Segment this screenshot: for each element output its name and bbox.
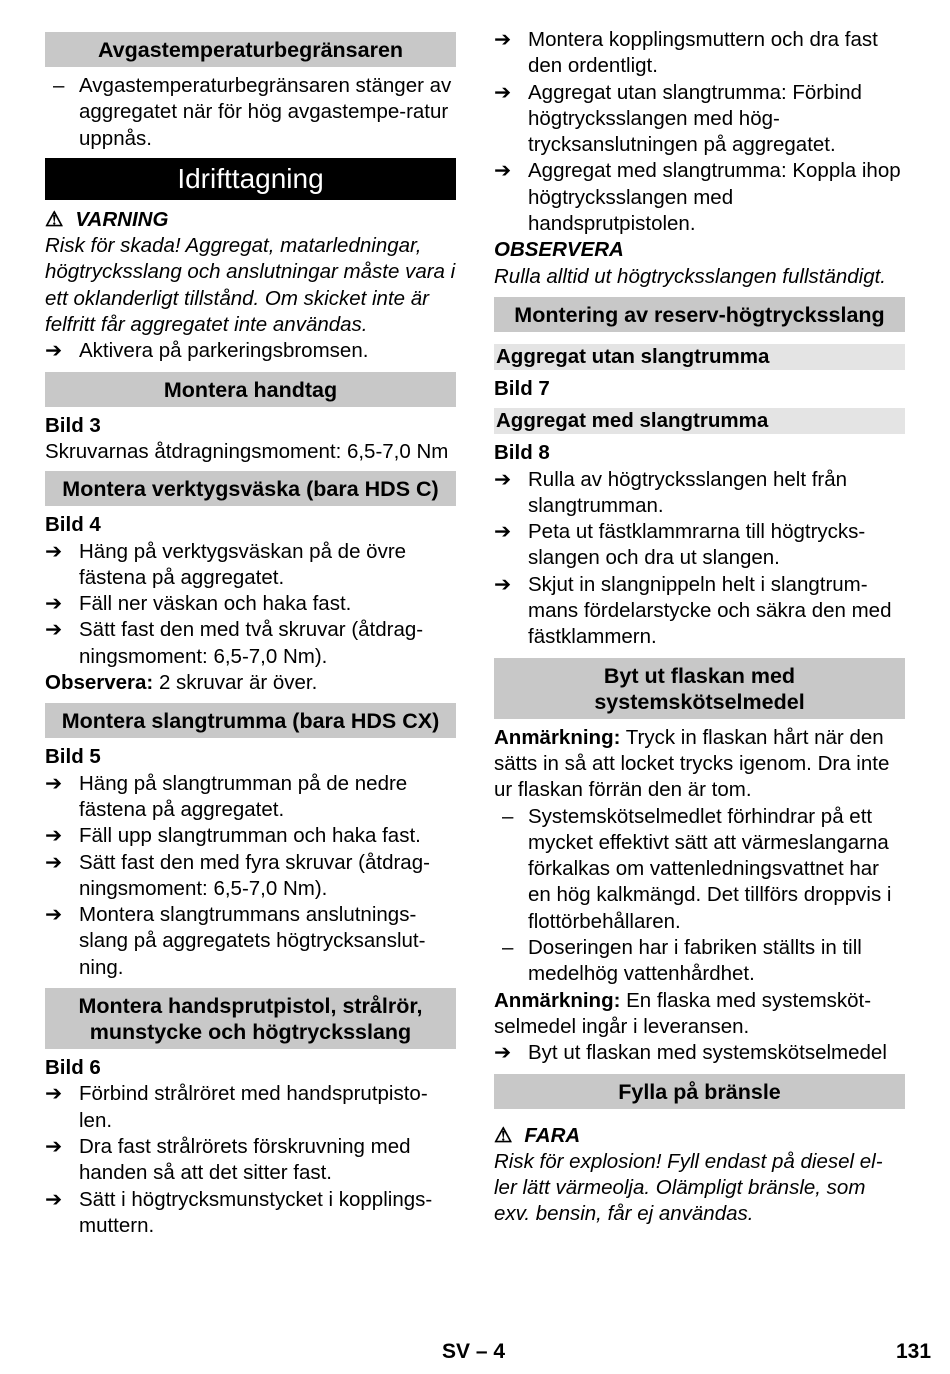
heading-byt-flaskan: Byt ut flaskan med systemskötselmedel xyxy=(494,658,905,719)
paragraph: Skruvarnas åtdragningsmoment: 6,5-7,0 Nm xyxy=(45,439,449,463)
note: Anmärkning: En flaska med systemsköt-selmedel ingår i leveransen. xyxy=(494,988,872,1038)
warning-triangle-icon: ⚠ xyxy=(494,1123,513,1147)
note: Anmärkning: Tryck in flaskan hårt när den sätts in så att locket trycks igenom. Dra inte ur flaskan förrän den är tom. xyxy=(494,725,890,802)
list-item: ➔ Dra fast strålrörets förskruvning med handen så att det sitter fast. xyxy=(45,1134,411,1185)
arrow-right-icon: ➔ xyxy=(494,520,512,544)
arrow-right-icon: ➔ xyxy=(494,1041,512,1065)
page-number: 131 xyxy=(896,1340,932,1363)
heading-avgastemperatur: Avgastemperaturbegränsaren xyxy=(45,32,456,67)
figure-ref: Bild 5 xyxy=(45,745,101,769)
list-item: ➔ Montera kopplingsmuttern och dra fast den ordentligt. xyxy=(494,28,878,78)
list-item: ➔ Sätt fast den med två skruvar (åtdrag-ningsmoment: 6,5-7,0 Nm). xyxy=(45,618,424,668)
list-item: ➔ Byt ut flaskan med systemskötselmedel xyxy=(494,1040,905,1066)
arrow-right-icon: ➔ xyxy=(494,28,512,51)
arrow-right-icon: ➔ xyxy=(494,572,512,596)
subheading-utan-slangtrumma: Aggregat utan slangtrumma xyxy=(494,344,905,370)
list-item: ➔ Förbind strålröret med handsprutpisto-len. xyxy=(45,1082,428,1132)
danger-text: Risk för explosion! Fyll endast på diesel el-ler lätt värmeolja. Olämpligt bränsle, som exv. bensin, får ej användas. xyxy=(494,1149,883,1226)
heading-montera-handtag: Montera handtag xyxy=(45,372,456,407)
heading-montering-reserv: Montering av reserv-högtrycksslang xyxy=(494,297,905,332)
dash-bullet: – xyxy=(53,74,65,97)
list-item: ➔ Peta ut fästklammrarna till högtrycks-slangen och dra ut slangen. xyxy=(494,520,866,570)
list-item: ➔ Häng på verktygsväskan på de övre fästena på aggregatet. xyxy=(45,539,407,589)
list-item: ➔ Häng på slangtrumman på de nedre fästena på aggregatet. xyxy=(45,771,408,821)
observera-text: Rulla alltid ut högtrycksslangen fullständigt. xyxy=(494,264,886,288)
figure-ref: Bild 7 xyxy=(494,376,550,400)
list-item: ➔ Fäll ner väskan och haka fast. xyxy=(45,591,456,617)
warning-label: ⚠ VARNING xyxy=(45,207,456,233)
arrow-right-icon: ➔ xyxy=(45,1082,63,1106)
heading-montera-verktygsvaska: Montera verktygsväska (bara HDS C) xyxy=(45,471,456,506)
dash-bullet: – xyxy=(502,804,514,828)
arrow-right-icon: ➔ xyxy=(494,467,512,491)
list-item: ➔ Skjut in slangnippeln helt i slangtrum-mans fördelarstycke och säkra den med fästklammern. xyxy=(494,572,892,649)
arrow-right-icon: ➔ xyxy=(45,618,63,642)
warning-triangle-icon: ⚠ xyxy=(45,207,64,231)
list-item: ➔ Fäll upp slangtrumman och haka fast. xyxy=(45,823,456,849)
arrow-right-icon: ➔ xyxy=(45,592,63,616)
figure-ref: Bild 8 xyxy=(494,441,550,465)
arrow-right-icon: ➔ xyxy=(45,339,63,363)
right-column xyxy=(494,0,905,1228)
figure-ref: Bild 3 xyxy=(45,413,101,437)
heading-montera-handsprutpistol: Montera handsprutpistol, strålrör, munstycke och högtrycksslang xyxy=(45,988,456,1049)
figure-ref: Bild 6 xyxy=(45,1056,101,1080)
arrow-right-icon: ➔ xyxy=(45,1187,63,1211)
arrow-right-icon: ➔ xyxy=(45,824,63,848)
heading-montera-slangtrumma: Montera slangtrumma (bara HDS CX) xyxy=(45,703,456,738)
subheading-med-slangtrumma: Aggregat med slangtrumma xyxy=(494,408,905,434)
section-title-idrifttagning: Idrifttagning xyxy=(45,158,456,200)
heading-fylla-bransle: Fylla på bränsle xyxy=(494,1074,905,1109)
arrow-right-icon: ➔ xyxy=(494,80,512,104)
list-item: ➔ Aggregat utan slangtrumma: Förbind högtrycksslangen med hög-trycksanslutningen på aggregatet. xyxy=(494,80,862,157)
list-item: ➔ Aktivera på parkeringsbromsen. xyxy=(45,338,456,364)
list-item: – Avgastemperaturbegränsaren stänger av aggregatet när för hög avgastempe-ratur uppnås. xyxy=(53,74,452,150)
danger-label: ⚠ FARA xyxy=(494,1123,905,1149)
arrow-right-icon: ➔ xyxy=(45,771,63,795)
arrow-right-icon: ➔ xyxy=(45,850,63,874)
dash-bullet: – xyxy=(502,936,514,960)
list-item: – Systemskötselmedlet förhindrar på ett mycket effektivt sätt att värmeslangarna förkalkas om vattenledningsvattnet har en hög kalkmängd. Det tillförs droppvis i flottörbehållaren. xyxy=(502,804,892,933)
arrow-right-icon: ➔ xyxy=(45,903,63,927)
warning-text: Risk för skada! Aggregat, matarledningar, högtrycksslang och anslutningar måste vara i ett oklanderligt tillstånd. Om skicket inte är felfritt får aggregatet inte användas. xyxy=(45,234,456,337)
list-item: ➔ Aggregat med slangtrumma: Koppla ihop högtrycksslangen med handsprutpistolen. xyxy=(494,159,901,236)
list-item: ➔ Sätt i högtrycksmunstycket i kopplings-muttern. xyxy=(45,1187,433,1237)
list-item: ➔ Montera slangtrummans anslutnings-slang på aggregatets högtrycksanslut-ning. xyxy=(45,903,426,979)
figure-ref: Bild 4 xyxy=(45,513,101,537)
observera-label: OBSERVERA xyxy=(494,238,624,262)
list-item: ➔ Sätt fast den med fyra skruvar (åtdrag-ningsmoment: 6,5-7,0 Nm). xyxy=(45,850,430,900)
footer-section: SV – 4 xyxy=(442,1340,506,1363)
arrow-right-icon: ➔ xyxy=(494,159,512,183)
arrow-right-icon: ➔ xyxy=(45,539,63,563)
arrow-right-icon: ➔ xyxy=(45,1134,63,1158)
note: Observera: 2 skruvar är över. xyxy=(45,671,318,695)
left-column xyxy=(45,0,456,1239)
list-item: – Doseringen har i fabriken ställts in till medelhög vattenhårdhet. xyxy=(502,936,862,986)
list-item: ➔ Rulla av högtrycksslangen helt från slangtrumman. xyxy=(494,467,848,517)
